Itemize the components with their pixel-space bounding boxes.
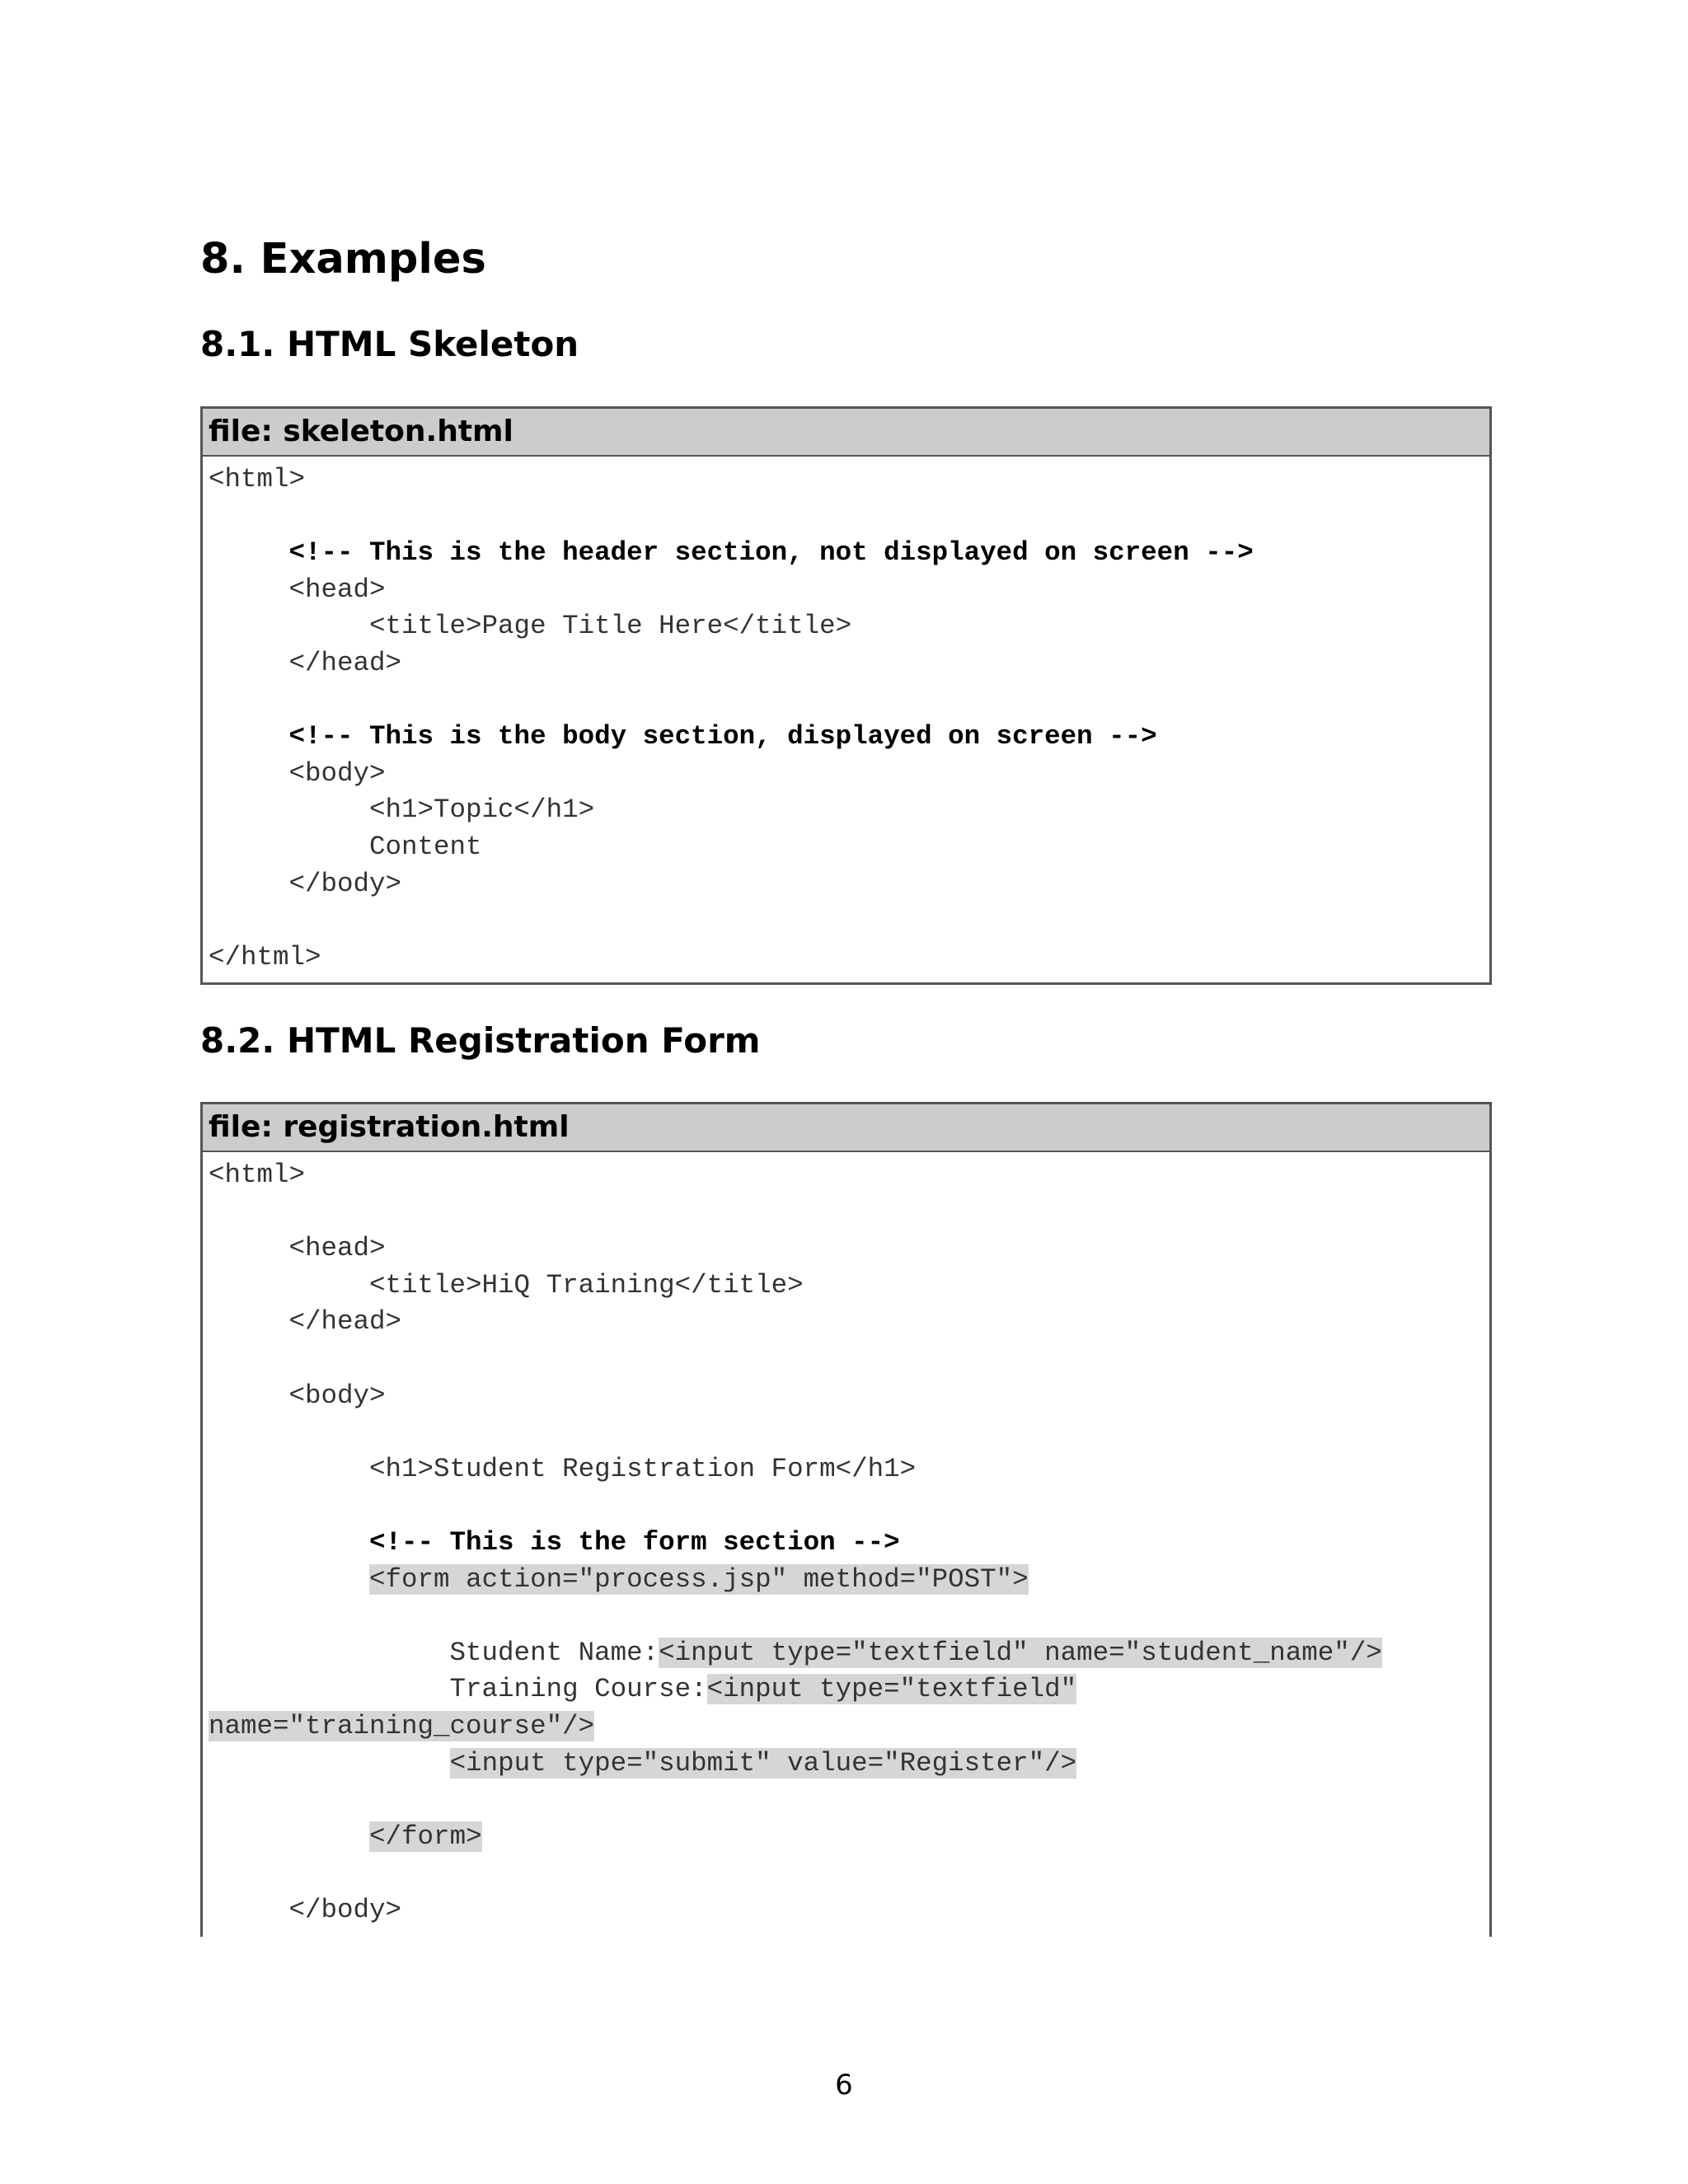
code-line: </body> [209, 868, 402, 899]
code-line: <h1>Topic</h1> [209, 794, 595, 826]
file-label-skeleton: file: skeleton.html [203, 409, 1489, 457]
code-line: </html> [209, 941, 321, 972]
highlighted-input-training-course-cont: name="training_course"/> [209, 1710, 595, 1741]
code-line: <html> [209, 1160, 306, 1190]
code-line [209, 1341, 1489, 1378]
code-line [209, 1671, 1489, 1708]
code-comment-line: <!-- This is the form section --> [209, 1526, 900, 1558]
code-line [209, 1488, 1489, 1525]
code-line [209, 1855, 1489, 1892]
code-box-skeleton [200, 406, 1492, 985]
code-text: Student Name: [209, 1637, 659, 1668]
code-indent [209, 1748, 450, 1779]
highlighted-input-training-course: <input type="textfield" [706, 1674, 1077, 1705]
code-line: <head> [209, 1233, 386, 1264]
code-line [209, 1819, 1489, 1856]
highlighted-form-open: <form action="process.jsp" method="POST"> [369, 1563, 1029, 1595]
code-listing-registration [203, 1152, 1489, 1929]
code-comment-line: <!-- This is the body section, displayed on screen --> [209, 721, 1157, 752]
code-line: Content [209, 831, 482, 862]
code-line: <head> [209, 574, 386, 605]
section-title-registration: 8.2. HTML Registration Form [200, 1020, 761, 1061]
code-indent [209, 1821, 369, 1852]
code-line: </head> [209, 647, 402, 678]
code-line: <title>Page Title Here</title> [209, 611, 852, 642]
code-line: <html> [209, 464, 306, 494]
code-line: </body> [209, 1894, 402, 1925]
code-line [209, 1708, 1489, 1746]
chapter-heading: 8. Examples [200, 235, 486, 284]
code-comment-line: <!-- This is the header section, not displayed on screen --> [209, 537, 1254, 569]
code-line [209, 902, 1489, 940]
code-line [209, 499, 1489, 536]
code-line [209, 1746, 1489, 1783]
code-line: </head> [209, 1306, 402, 1338]
code-line [209, 1194, 1489, 1231]
code-line: <title>HiQ Training</title> [209, 1269, 804, 1301]
code-line [209, 1635, 1489, 1672]
section-title-skeleton: 8.1. HTML Skeleton [200, 324, 579, 364]
code-line: <body> [209, 757, 386, 789]
code-line [209, 1562, 1489, 1599]
code-indent [209, 1564, 369, 1595]
highlighted-input-submit: <input type="submit" value="Register"/> [449, 1747, 1077, 1779]
code-line [209, 682, 1489, 719]
page-number: 6 [835, 2069, 853, 2102]
highlighted-form-close: </form> [369, 1821, 482, 1852]
code-box-registration [200, 1102, 1492, 1937]
code-line [209, 1414, 1489, 1451]
code-listing-skeleton [203, 457, 1489, 976]
highlighted-input-student-name: <input type="textfield" name="student_name"/> [659, 1637, 1382, 1668]
code-line: <body> [209, 1380, 386, 1411]
code-text: Training Course: [209, 1674, 707, 1705]
file-label-registration: file: registration.html [203, 1104, 1489, 1152]
code-line: <h1>Student Registration Form</h1> [209, 1453, 917, 1484]
code-line [209, 1598, 1489, 1635]
code-line [209, 1782, 1489, 1819]
